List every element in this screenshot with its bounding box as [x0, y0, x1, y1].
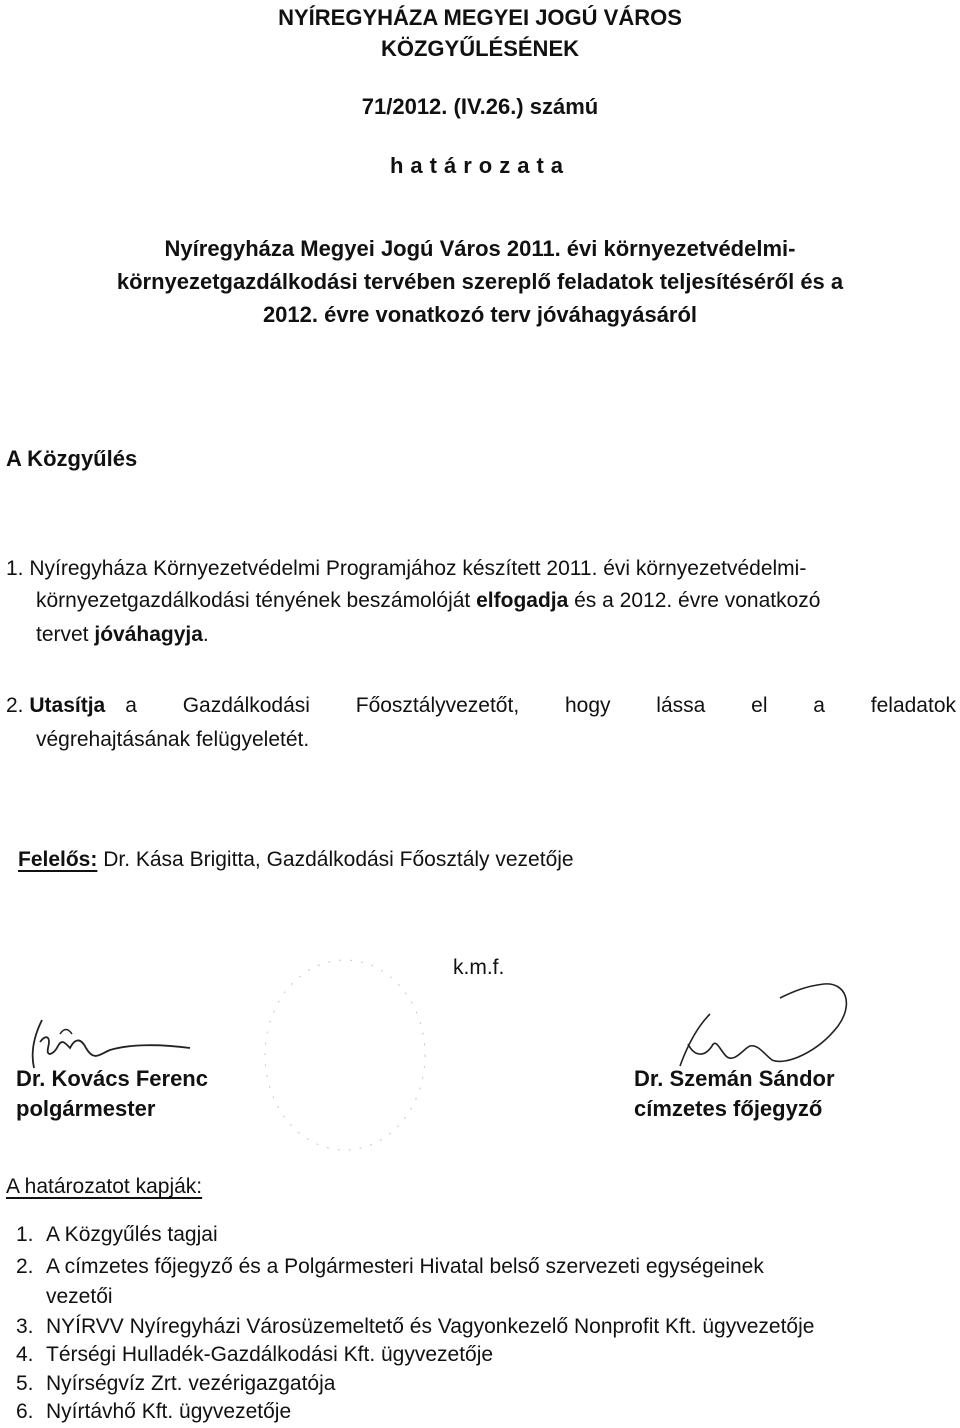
recipient-item-cont: vezetői [46, 1285, 113, 1308]
recipient-number: 2. [16, 1255, 34, 1278]
subject-line-2: környezetgazdálkodási tervében szereplő feladatok teljesítéséről és a [116, 269, 844, 294]
decision-item-1-line-1: 1. Nyíregyháza Környezetvédelmi Programjához készített 2011. évi környezetvédelmi- [6, 557, 807, 580]
subject-line-1: Nyíregyháza Megyei Jogú Város 2011. évi környezetvédelmi- [164, 236, 796, 261]
item-2-number: 2. [6, 694, 24, 717]
item-1-text: környezetgazdálkodási tényének beszámolóját [36, 589, 477, 612]
item-1-text-cont: és a 2012. évre vonatkozó [568, 589, 821, 612]
recipient-number: 6. [16, 1400, 34, 1423]
stamp-outline [255, 950, 435, 1160]
decision-item-2-line-2: végrehajtásának felügyeletét. [36, 728, 310, 751]
item-1-keyword-approves: jóváhagyja [94, 623, 203, 646]
resolution-number: 71/2012. (IV.26.) számú [361, 94, 599, 119]
recipient-item [16, 1312, 946, 1342]
decision-item-2-line-1 [6, 691, 956, 721]
responsible-label: Felelős: [18, 848, 98, 871]
item-2-keyword-instructs: Utasítja [29, 694, 106, 717]
header-line-1: NYÍREGYHÁZA MEGYEI JOGÚ VÁROS [278, 5, 682, 30]
resolution-type: határozata [389, 153, 571, 178]
recipient-item [16, 1397, 946, 1427]
subject-line-3: 2012. évre vonatkozó terv jóváhagyásáról [262, 302, 698, 327]
recipient-text: Nyírtávhő Kft. ügyvezetője [46, 1400, 292, 1423]
notary-title: címzetes főjegyző [634, 1096, 823, 1121]
recipient-text: A címzetes főjegyző és a Polgármesteri Hivatal belső szervezeti egységeinek [46, 1255, 764, 1278]
recipient-number: 4. [16, 1343, 34, 1366]
header-line-2: KÖZGYŰLÉSÉNEK [380, 36, 580, 61]
recipient-text: Nyírségvíz Zrt. vezérigazgatója [46, 1372, 336, 1395]
recipient-number: 3. [16, 1315, 34, 1338]
recipient-text: Térségi Hulladék-Gazdálkodási Kft. ügyvezetője [46, 1343, 494, 1366]
recipient-number: 1. [16, 1223, 34, 1246]
recipient-text: NYÍRVV Nyíregyházi Városüzemeltető és Vagyonkezelő Nonprofit Kft. ügyvezetője [46, 1315, 815, 1338]
recipient-item [16, 1340, 946, 1370]
item-1-period: . [202, 623, 209, 646]
recipient-text: A Közgyűlés tagjai [46, 1223, 218, 1246]
recipient-item [16, 1369, 946, 1399]
decision-item-1-line-2 [36, 586, 956, 616]
mayor-name: Dr. Kovács Ferenc [16, 1066, 208, 1091]
recipient-item [16, 1220, 946, 1250]
responsible-line [18, 845, 574, 875]
responsible-value: Dr. Kása Brigitta, Gazdálkodási Főosztály vezetője [103, 848, 574, 871]
recipient-number: 5. [16, 1372, 34, 1395]
item-1-keyword-accepts: elfogadja [476, 589, 569, 612]
notary-name: Dr. Szemán Sándor [634, 1066, 835, 1091]
recipient-item [16, 1252, 946, 1282]
recipients-heading: A határozatot kapják: [6, 1175, 203, 1198]
item-2-text: a Gazdálkodási Főosztályvezetőt, hogy lássa el a feladatok [125, 694, 956, 717]
item-1-text-3: tervet [36, 623, 95, 646]
assembly-heading: A Közgyűlés [6, 446, 138, 471]
mayor-title: polgármester [16, 1096, 156, 1121]
decision-item-1-line-3 [36, 620, 956, 650]
kmf-mark: k.m.f. [453, 956, 505, 979]
